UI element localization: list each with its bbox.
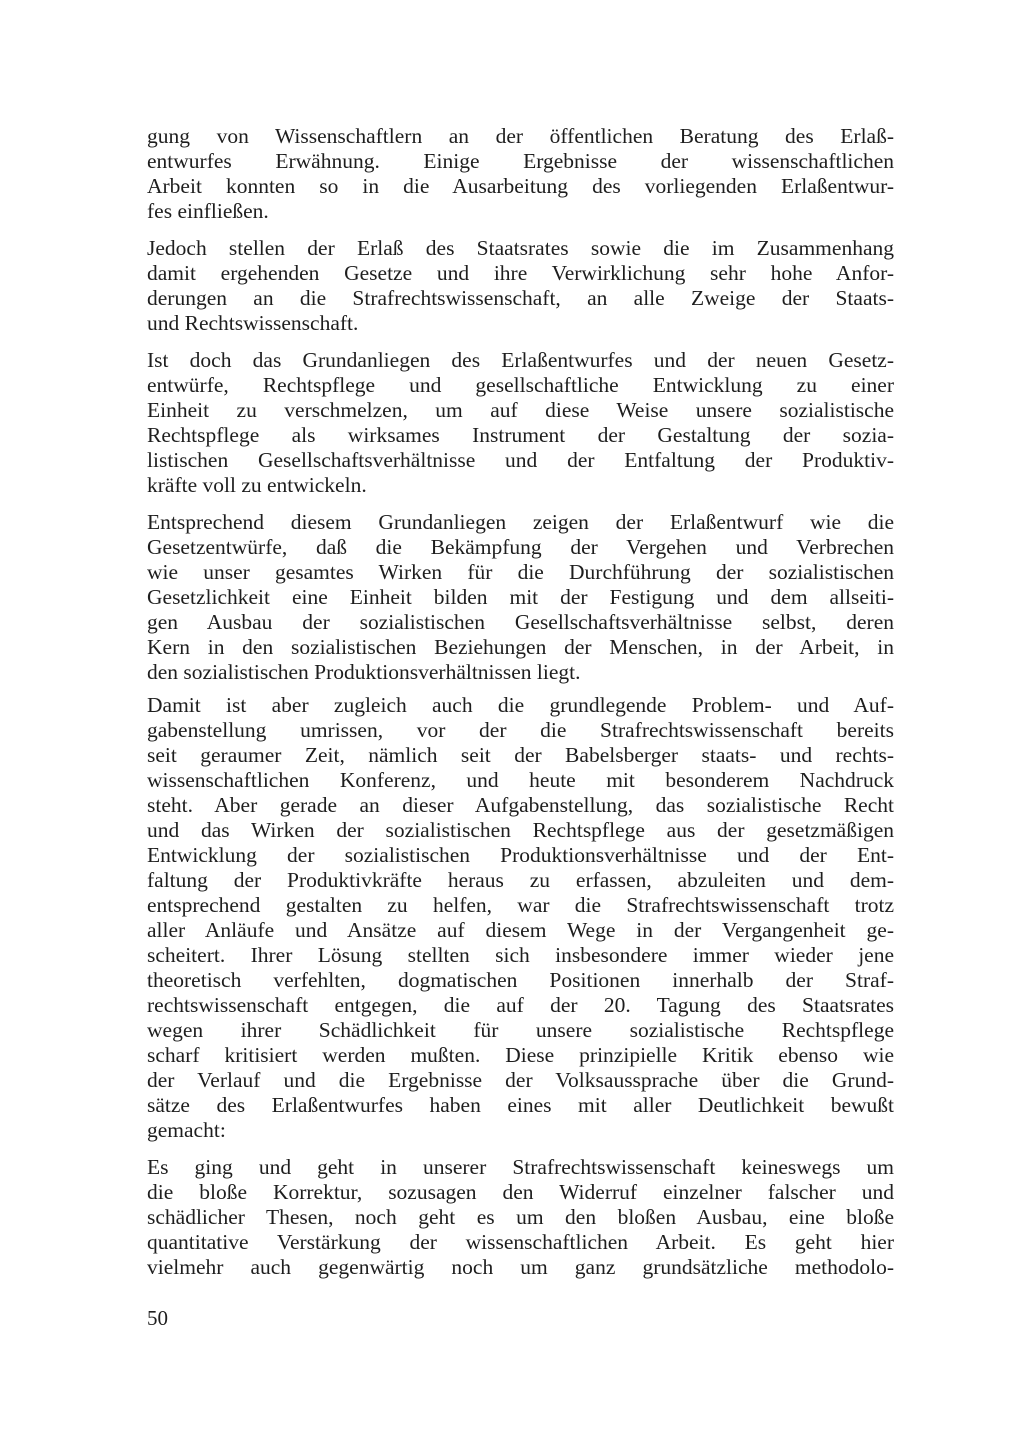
text-line: listischen Gesellschaftsverhältnisse und der Entfaltung der Produktiv-: [147, 448, 894, 472]
text-line: Jedoch stellen der Erlaß des Staatsrates sowie die im Zusammenhang: [147, 236, 894, 260]
text-line: faltung der Produktivkräfte heraus zu erfassen, abzuleiten und dem-: [147, 868, 894, 892]
text-line: derungen an die Strafrechtswissenschaft, an alle Zweige der Staats-: [147, 286, 894, 310]
text-line: kräfte voll zu entwickeln.: [147, 473, 367, 497]
text-line: wegen ihrer Schädlichkeit für unsere sozialistische Rechtspflege: [147, 1018, 894, 1042]
text-line: und das Wirken der sozialistischen Rechtspflege aus der gesetzmäßigen: [147, 818, 894, 842]
text-line: entwurfes Erwähnung. Einige Ergebnisse der wissenschaftlichen: [147, 149, 894, 173]
text-line: gen Ausbau der sozialistischen Gesellschaftsverhältnisse selbst, deren: [147, 610, 894, 634]
text-line: wie unser gesamtes Wirken für die Durchführung der sozialistischen: [147, 560, 894, 584]
text-line: theoretisch verfehlten, dogmatischen Positionen innerhalb der Straf-: [147, 968, 894, 992]
text-line: quantitative Verstärkung der wissenschaftlichen Arbeit. Es geht hier: [147, 1230, 894, 1254]
text-line: schädlicher Thesen, noch geht es um den bloßen Ausbau, eine bloße: [147, 1205, 894, 1229]
text-line: sätze des Erlaßentwurfes haben eines mit aller Deutlichkeit bewußt: [147, 1093, 894, 1117]
text-line: gung von Wissenschaftlern an der öffentlichen Beratung des Erlaß-: [147, 124, 894, 148]
text-line: den sozialistischen Produktionsverhältnissen liegt.: [147, 660, 581, 684]
text-line: rechtswissenschaft entgegen, die auf der 20. Tagung des Staatsrates: [147, 993, 894, 1017]
text-line: Einheit zu verschmelzen, um auf diese Weise unsere sozialistische: [147, 398, 894, 422]
text-line: fes einfließen.: [147, 199, 269, 223]
text-line: Es ging und geht in unserer Strafrechtswissenschaft keineswegs um: [147, 1155, 894, 1179]
text-line: Entsprechend diesem Grundanliegen zeigen der Erlaßentwurf wie die: [147, 510, 894, 534]
text-line: gemacht:: [147, 1118, 226, 1142]
text-line: seit geraumer Zeit, nämlich seit der Babelsberger staats- und rechts-: [147, 743, 894, 767]
text-line: Gesetzentwürfe, daß die Bekämpfung der Vergehen und Verbrechen: [147, 535, 894, 559]
text-line: Gesetzlichkeit eine Einheit bilden mit der Festigung und dem allseiti-: [147, 585, 894, 609]
text-line: wissenschaftlichen Konferenz, und heute mit besonderem Nachdruck: [147, 768, 894, 792]
text-line: der Verlauf und die Ergebnisse der Volksaussprache über die Grund-: [147, 1068, 894, 1092]
text-line: entwürfe, Rechtspflege und gesellschaftliche Entwicklung zu einer: [147, 373, 894, 397]
text-line: die bloße Korrektur, sozusagen den Widerruf einzelner falscher und: [147, 1180, 894, 1204]
page-number: 50: [147, 1306, 168, 1330]
text-line: scheitert. Ihrer Lösung stellten sich insbesondere immer wieder jene: [147, 943, 894, 967]
text-line: scharf kritisiert werden mußten. Diese prinzipielle Kritik ebenso wie: [147, 1043, 894, 1067]
text-line: Entwicklung der sozialistischen Produktionsverhältnisse und der Ent-: [147, 843, 894, 867]
text-line: entsprechend gestalten zu helfen, war die Strafrechtswissenschaft trotz: [147, 893, 894, 917]
text-line: steht. Aber gerade an dieser Aufgabenstellung, das sozialistische Recht: [147, 793, 894, 817]
text-line: aller Anläufe und Ansätze auf diesem Wege in der Vergangenheit ge-: [147, 918, 894, 942]
text-line: Ist doch das Grundanliegen des Erlaßentwurfes und der neuen Gesetz-: [147, 348, 894, 372]
text-line: Arbeit konnten so in die Ausarbeitung des vorliegenden Erlaßentwur-: [147, 174, 894, 198]
text-line: gabenstellung umrissen, vor der die Strafrechtswissenschaft bereits: [147, 718, 894, 742]
text-line: Kern in den sozialistischen Beziehungen der Menschen, in der Arbeit, in: [147, 635, 894, 659]
text-line: Rechtspflege als wirksames Instrument der Gestaltung der sozia-: [147, 423, 894, 447]
text-line: Damit ist aber zugleich auch die grundlegende Problem- und Auf-: [147, 693, 894, 717]
text-line: und Rechtswissenschaft.: [147, 311, 359, 335]
text-line: vielmehr auch gegenwärtig noch um ganz grundsätzliche methodolo-: [147, 1255, 894, 1279]
text-line: damit ergehenden Gesetze und ihre Verwirklichung sehr hohe Anfor-: [147, 261, 894, 285]
